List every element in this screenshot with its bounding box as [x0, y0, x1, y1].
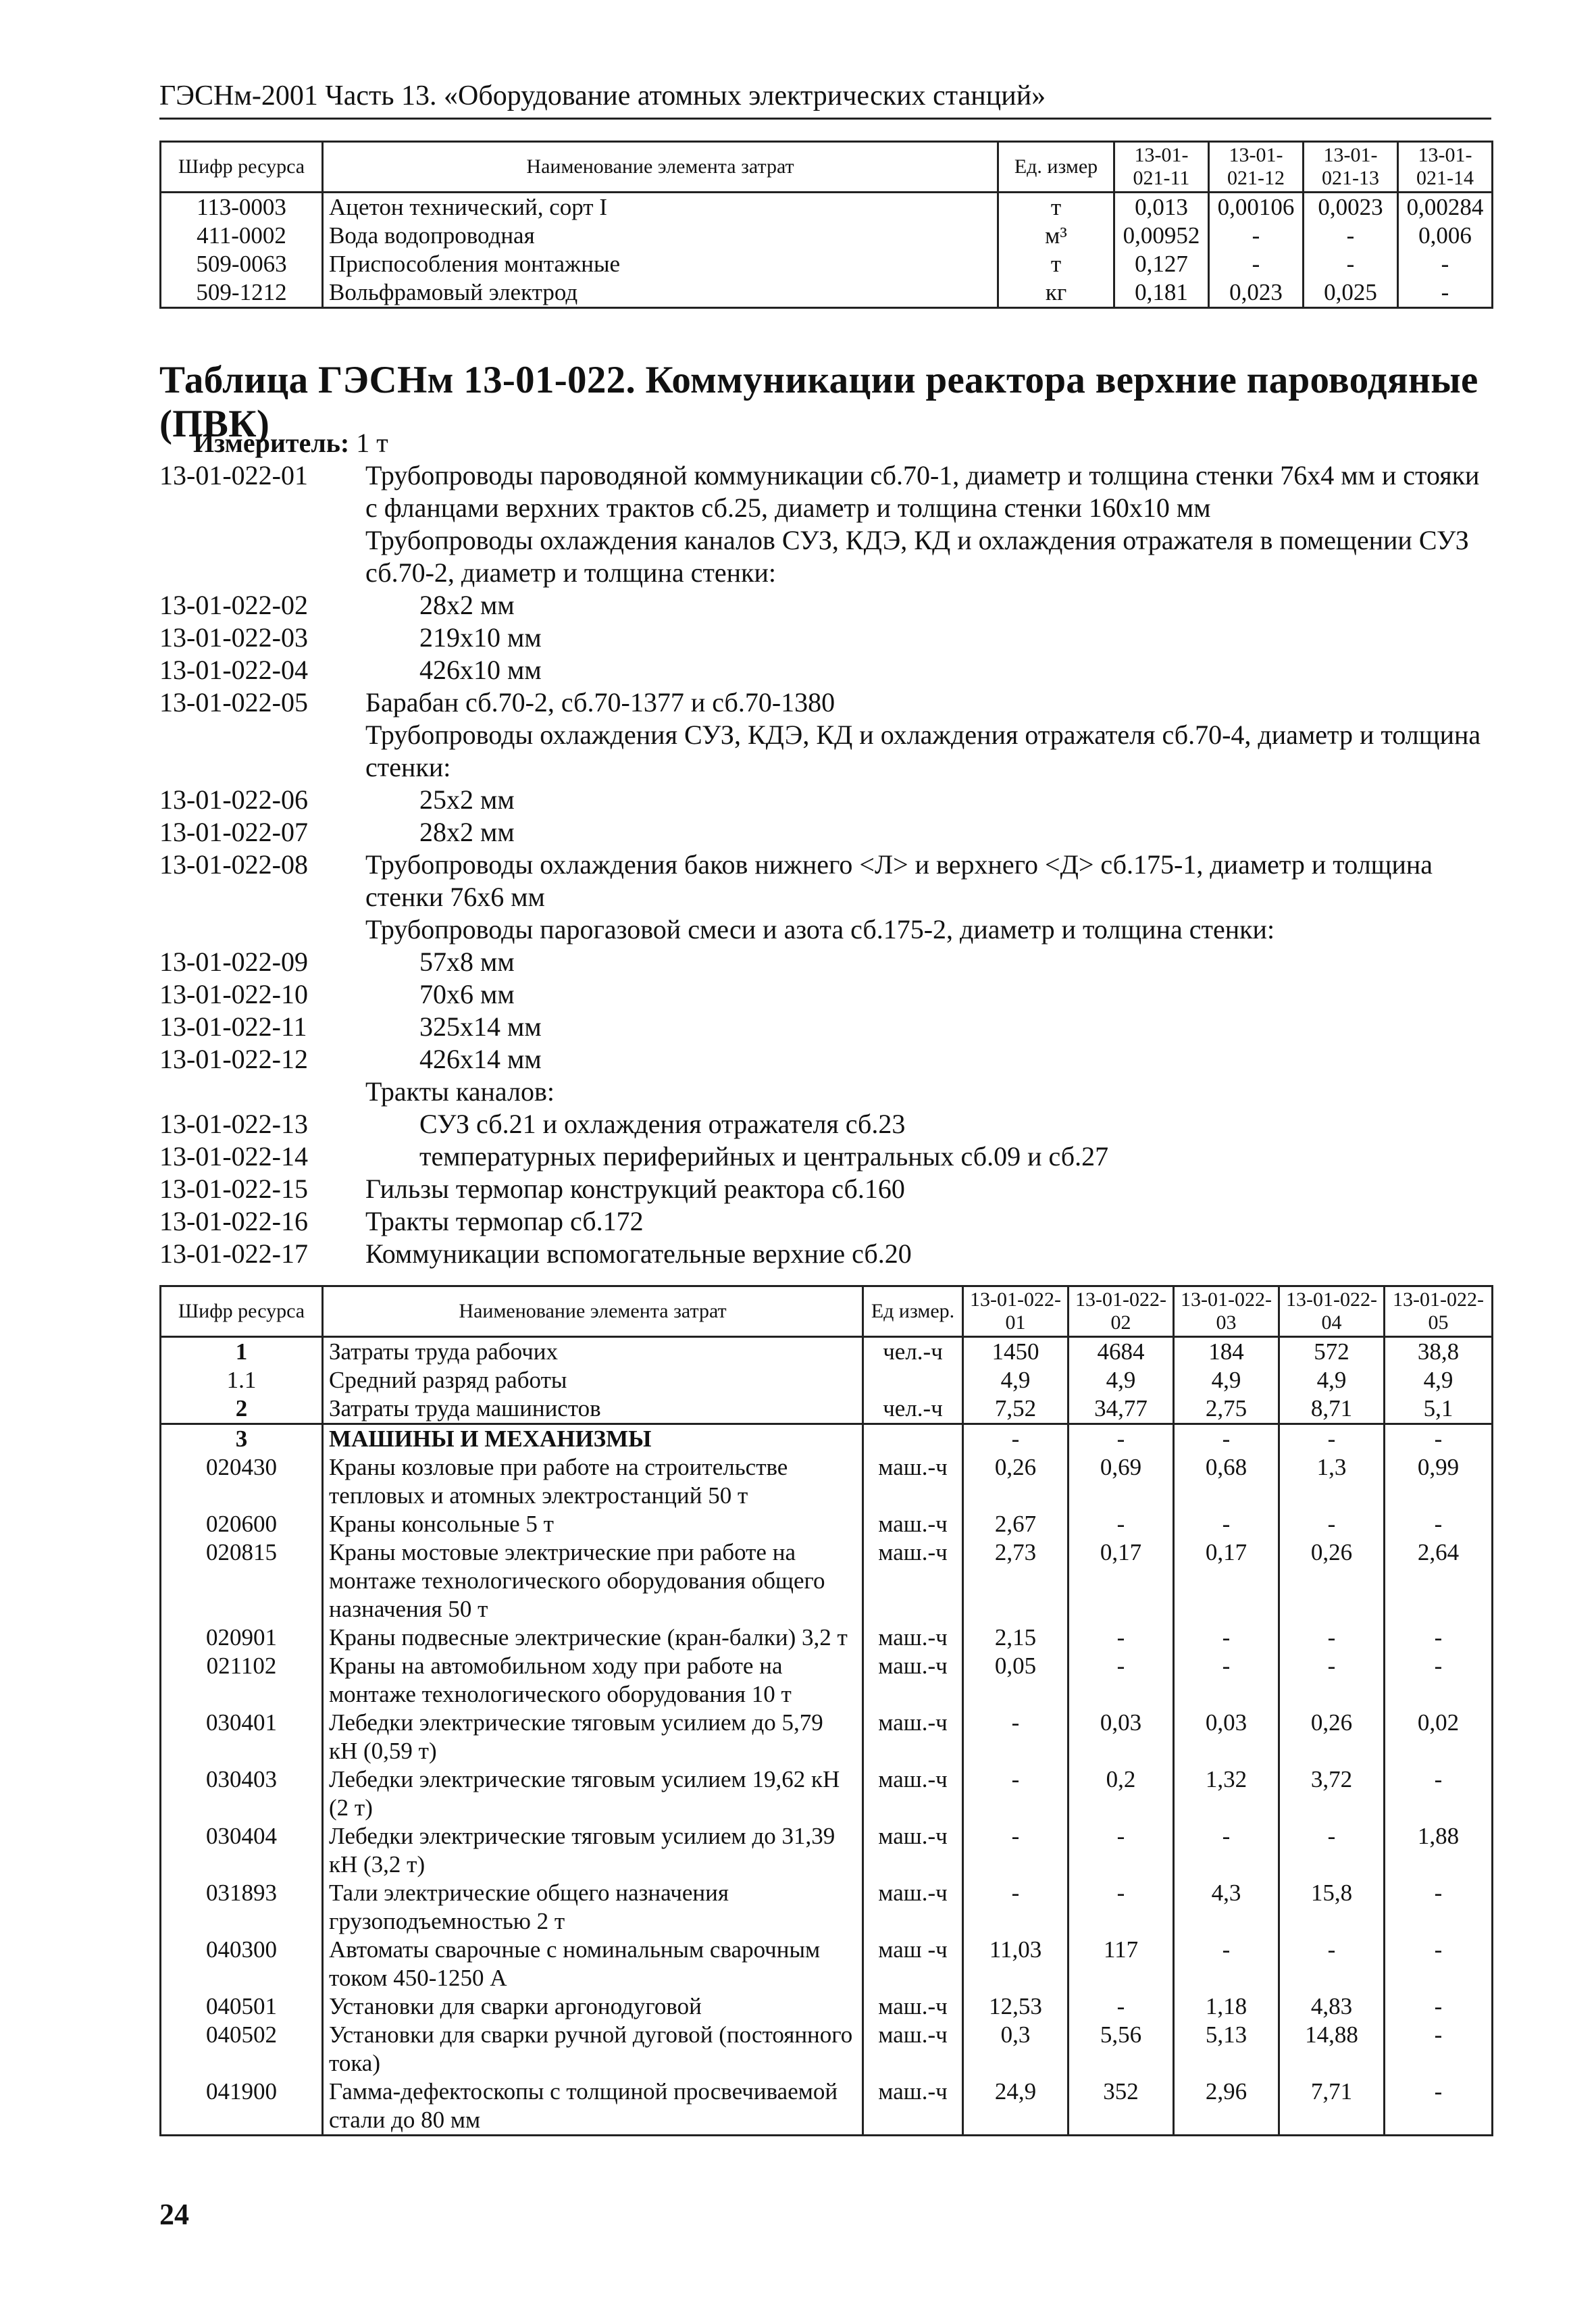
resource-code: 030404: [161, 1822, 323, 1879]
spec-row: [159, 686, 1491, 719]
resource-name: Краны на автомобильном ходу при работе на монтаже технологического оборудования 10 т: [323, 1652, 863, 1709]
cell-value: 0,02: [1385, 1709, 1493, 1765]
cell-value: 15,8: [1279, 1879, 1385, 1936]
column-header: Ед. измер: [998, 142, 1114, 193]
cell-value: 0,99: [1385, 1453, 1493, 1510]
resource-code: 021102: [161, 1652, 323, 1709]
spec-text: 219x10 мм: [419, 622, 542, 653]
table-row: [161, 222, 1493, 250]
cell-value: 0,17: [1069, 1538, 1174, 1624]
spec-row: [159, 1076, 1491, 1108]
cell-value: -: [1069, 1879, 1174, 1936]
resource-name: Вольфрамовый электрод: [323, 278, 998, 308]
table-row: [161, 1765, 1493, 1822]
spec-code: 13-01-022-09: [159, 947, 308, 977]
spec-text: Трубопроводы охлаждения СУЗ, КДЭ, КД и охлаждения отражателя сб.70-4, диаметр и толщина стенки:: [365, 720, 1481, 782]
resource-code: 040502: [161, 2021, 323, 2078]
spec-text: 28x2 мм: [419, 817, 515, 847]
spec-list: [159, 459, 1491, 1270]
cell-value: 0,26: [1279, 1709, 1385, 1765]
cell-value: -: [1279, 1822, 1385, 1879]
cell-value: -: [963, 1424, 1069, 1454]
table-row: [161, 278, 1493, 308]
resource-name: Автоматы сварочные с номинальным сварочным током 450-1250 А: [323, 1936, 863, 1992]
spec-code: 13-01-022-03: [159, 622, 308, 653]
cell-value: -: [1304, 222, 1398, 250]
cell-value: -: [1385, 1936, 1493, 1992]
spec-code: 13-01-022-17: [159, 1238, 308, 1269]
spec-code: 13-01-022-06: [159, 784, 308, 815]
spec-row: [159, 589, 1491, 622]
cell-value: -: [1279, 1510, 1385, 1538]
spec-row: [159, 946, 1491, 978]
column-header: Наименование элемента затрат: [323, 1286, 863, 1337]
cell-value: 4,9: [1385, 1366, 1493, 1394]
cell-value: 4,3: [1174, 1879, 1279, 1936]
cell-value: 117: [1069, 1936, 1174, 1992]
spec-text: 28x2 мм: [419, 590, 515, 620]
table-row: [161, 1624, 1493, 1652]
resource-name: Установки для сварки аргонодуговой: [323, 1992, 863, 2021]
cell-value: маш -ч: [863, 1936, 963, 1992]
cell-value: -: [1174, 1652, 1279, 1709]
page-number: 24: [159, 2198, 189, 2231]
cell-value: -: [1385, 1992, 1493, 2021]
cell-value: 2,67: [963, 1510, 1069, 1538]
cell-value: маш.-ч: [863, 1992, 963, 2021]
table-row: [161, 1538, 1493, 1624]
resource-code: 2: [161, 1394, 323, 1424]
cell-value: маш.-ч: [863, 1652, 963, 1709]
resource-name: Краны консольные 5 т: [323, 1510, 863, 1538]
cell-value: -: [1174, 1936, 1279, 1992]
cell-value: 2,75: [1174, 1394, 1279, 1424]
table-row: [161, 1879, 1493, 1936]
spec-code: 13-01-022-11: [159, 1011, 307, 1042]
spec-code: [159, 1076, 365, 1108]
cell-value: 0,03: [1174, 1709, 1279, 1765]
cell-value: маш.-ч: [863, 1510, 963, 1538]
main-resource-table: [159, 1285, 1493, 2136]
cell-value: 2,64: [1385, 1538, 1493, 1624]
column-header: Ед измер.: [863, 1286, 963, 1337]
spec-code: [159, 524, 365, 589]
spec-text: Гильзы термопар конструкций реактора сб.160: [365, 1174, 905, 1204]
spec-text: 25x2 мм: [419, 784, 515, 815]
table-header-row: [161, 142, 1493, 193]
resource-name: Краны мостовые электрические при работе на монтаже технологического оборудования общего назначения 50 т: [323, 1538, 863, 1624]
cell-value: 572: [1279, 1337, 1385, 1367]
cell-value: чел.-ч: [863, 1394, 963, 1424]
column-header: Шифр ресурса: [161, 142, 323, 193]
cell-value: маш.-ч: [863, 1822, 963, 1879]
cell-value: -: [1385, 1510, 1493, 1538]
cell-value: 5,1: [1385, 1394, 1493, 1424]
resource-code: 509-1212: [161, 278, 323, 308]
spec-code: 13-01-022-08: [159, 849, 308, 880]
cell-value: -: [1069, 1624, 1174, 1652]
cell-value: -: [1279, 1424, 1385, 1454]
cell-value: 0,17: [1174, 1538, 1279, 1624]
cell-value: -: [1385, 1652, 1493, 1709]
spec-code: 13-01-022-02: [159, 590, 308, 620]
cell-value: -: [1398, 250, 1493, 278]
cell-value: маш.-ч: [863, 2078, 963, 2136]
resource-name: Вода водопроводная: [323, 222, 998, 250]
spec-text: Трубопроводы парогазовой смеси и азота сб.175-2, диаметр и толщина стенки:: [365, 914, 1275, 945]
table-title: Таблица ГЭСНм 13-01-022. Коммуникации реактора верхние пароводяные (ПВК): [159, 359, 1478, 445]
cell-value: 5,13: [1174, 2021, 1279, 2078]
cell-value: 0,2: [1069, 1765, 1174, 1822]
resource-code: 020430: [161, 1453, 323, 1510]
cell-value: -: [1385, 1624, 1493, 1652]
cell-value: 7,71: [1279, 2078, 1385, 2136]
column-header: 13-01-022-03: [1174, 1286, 1279, 1337]
cell-value: т: [998, 250, 1114, 278]
cell-value: -: [1174, 1424, 1279, 1454]
spec-row: [159, 784, 1491, 816]
cell-value: -: [1385, 1879, 1493, 1936]
resource-code: 1.1: [161, 1366, 323, 1394]
cell-value: 1,88: [1385, 1822, 1493, 1879]
table-row: [161, 1652, 1493, 1709]
cell-value: 0,69: [1069, 1453, 1174, 1510]
cell-value: 352: [1069, 2078, 1174, 2136]
resource-code: 030401: [161, 1709, 323, 1765]
spec-row: [159, 1108, 1491, 1140]
spec-code: 13-01-022-07: [159, 817, 308, 847]
spec-row: [159, 913, 1491, 946]
cell-value: 184: [1174, 1337, 1279, 1367]
cell-value: 4684: [1069, 1337, 1174, 1367]
table-row: [161, 250, 1493, 278]
spec-row: [159, 1173, 1491, 1205]
column-header: 13-01-021-12: [1209, 142, 1304, 193]
cell-value: маш.-ч: [863, 1538, 963, 1624]
spec-row: [159, 622, 1491, 654]
cell-value: 0,03: [1069, 1709, 1174, 1765]
cell-value: -: [1385, 2078, 1493, 2136]
cell-value: 12,53: [963, 1992, 1069, 2021]
spec-text: 426x14 мм: [419, 1044, 542, 1074]
cell-value: 3,72: [1279, 1765, 1385, 1822]
cell-value: 38,8: [1385, 1337, 1493, 1367]
cell-value: 0,3: [963, 2021, 1069, 2078]
cell-value: 4,83: [1279, 1992, 1385, 2021]
spec-code: 13-01-022-16: [159, 1206, 308, 1236]
resource-name: Приспособления монтажные: [323, 250, 998, 278]
cell-value: маш.-ч: [863, 1453, 963, 1510]
resource-code: 113-0003: [161, 193, 323, 222]
cell-value: [863, 1366, 963, 1394]
cell-value: 0,00284: [1398, 193, 1493, 222]
cell-value: -: [963, 1709, 1069, 1765]
spec-row: [159, 1205, 1491, 1238]
cell-value: 0,127: [1114, 250, 1209, 278]
column-header: 13-01-022-05: [1385, 1286, 1493, 1337]
cell-value: -: [1174, 1624, 1279, 1652]
cell-value: [863, 1424, 963, 1454]
spec-text: 325x14 мм: [419, 1011, 542, 1042]
resource-name: Краны козловые при работе на строительстве тепловых и атомных электростанций 50 т: [323, 1453, 863, 1510]
spec-text: 57x8 мм: [419, 947, 515, 977]
spec-code: 13-01-022-05: [159, 687, 308, 718]
spec-text: Трубопроводы охлаждения каналов СУЗ, КДЭ, КД и охлаждения отражателя в помещении СУЗ сб.70-2, диаметр и толщина стенки:: [365, 525, 1469, 588]
cell-value: 2,15: [963, 1624, 1069, 1652]
spec-code: 13-01-022-04: [159, 655, 308, 685]
spec-text: температурных периферийных и центральных сб.09 и сб.27: [419, 1141, 1109, 1172]
cell-value: 0,013: [1114, 193, 1209, 222]
spec-row: [159, 978, 1491, 1011]
table-header-row: [161, 1286, 1493, 1337]
cell-value: 1,32: [1174, 1765, 1279, 1822]
spec-row: [159, 1238, 1491, 1270]
resource-name: Гамма-дефектоскопы с толщиной просвечиваемой стали до 80 мм: [323, 2078, 863, 2136]
spec-row: [159, 849, 1491, 913]
cell-value: 0,023: [1209, 278, 1304, 308]
column-header: 13-01-021-14: [1398, 142, 1493, 193]
spec-text: СУЗ сб.21 и охлаждения отражателя сб.23: [419, 1109, 906, 1139]
table-row: [161, 1337, 1493, 1367]
spec-code: [159, 719, 365, 784]
spec-text: Тракты каналов:: [365, 1076, 555, 1107]
cell-value: -: [1385, 1765, 1493, 1822]
cell-value: маш.-ч: [863, 2021, 963, 2078]
spec-row: [159, 1140, 1491, 1173]
cell-value: 2,96: [1174, 2078, 1279, 2136]
table-row: [161, 1394, 1493, 1424]
table-row: [161, 1453, 1493, 1510]
column-header: 13-01-022-02: [1069, 1286, 1174, 1337]
spec-text: Трубопроводы пароводяной коммуникации сб.70-1, диаметр и толщина стенки 76x4 мм и стояки с фланцами верхних трактов сб.25, диаметр и толщина стенки 160x10 мм: [365, 460, 1480, 523]
table-row: [161, 1709, 1493, 1765]
spec-text: Барабан сб.70-2, сб.70-1377 и сб.70-1380: [365, 687, 835, 718]
resource-name: Тали электрические общего назначения грузоподъемностью 2 т: [323, 1879, 863, 1936]
resource-name: Установки для сварки ручной дуговой (постоянного тока): [323, 2021, 863, 2078]
spec-row: [159, 524, 1491, 589]
cell-value: чел.-ч: [863, 1337, 963, 1367]
cell-value: 2,73: [963, 1538, 1069, 1624]
cell-value: 4,9: [963, 1366, 1069, 1394]
spec-row: [159, 654, 1491, 686]
cell-value: -: [1069, 1822, 1174, 1879]
spec-text: 426x10 мм: [419, 655, 542, 685]
table-row: [161, 2078, 1493, 2136]
resource-name: Затраты труда рабочих: [323, 1337, 863, 1367]
resource-name: МАШИНЫ И МЕХАНИЗМЫ: [323, 1424, 863, 1454]
resource-code: 020815: [161, 1538, 323, 1624]
resource-code: 030403: [161, 1765, 323, 1822]
table-row: [161, 1822, 1493, 1879]
cell-value: 1,3: [1279, 1453, 1385, 1510]
column-header: 13-01-021-13: [1304, 142, 1398, 193]
cell-value: 1,18: [1174, 1992, 1279, 2021]
cell-value: 4,9: [1174, 1366, 1279, 1394]
cell-value: 4,9: [1069, 1366, 1174, 1394]
resource-name: Лебедки электрические тяговым усилием 19,62 кН (2 т): [323, 1765, 863, 1822]
cell-value: 11,03: [963, 1936, 1069, 1992]
cell-value: 5,56: [1069, 2021, 1174, 2078]
resource-code: 040300: [161, 1936, 323, 1992]
table-row: [161, 1424, 1493, 1454]
cell-value: -: [1209, 222, 1304, 250]
meter-line: [193, 427, 388, 459]
resource-code: 020600: [161, 1510, 323, 1538]
spec-code: 13-01-022-15: [159, 1174, 308, 1204]
cell-value: маш.-ч: [863, 1765, 963, 1822]
resource-name: Затраты труда машинистов: [323, 1394, 863, 1424]
table-row: [161, 1992, 1493, 2021]
resource-code: 411-0002: [161, 222, 323, 250]
spec-row: [159, 816, 1491, 849]
cell-value: м³: [998, 222, 1114, 250]
spec-code: 13-01-022-14: [159, 1141, 308, 1172]
spec-code: 13-01-022-10: [159, 979, 308, 1009]
cell-value: маш.-ч: [863, 1709, 963, 1765]
cell-value: 0,68: [1174, 1453, 1279, 1510]
column-header: Шифр ресурса: [161, 1286, 323, 1337]
spec-code: 13-01-022-01: [159, 460, 308, 491]
spec-row: [159, 1011, 1491, 1043]
spec-code: 13-01-022-12: [159, 1044, 308, 1074]
spec-text: Коммуникации вспомогательные верхние сб.20: [365, 1238, 912, 1269]
cell-value: -: [1174, 1510, 1279, 1538]
cell-value: -: [1385, 1424, 1493, 1454]
cell-value: маш.-ч: [863, 1624, 963, 1652]
resource-code: 3: [161, 1424, 323, 1454]
cell-value: маш.-ч: [863, 1879, 963, 1936]
column-header: 13-01-022-04: [1279, 1286, 1385, 1337]
cell-value: 4,9: [1279, 1366, 1385, 1394]
resource-code: 031893: [161, 1879, 323, 1936]
spec-text: Трубопроводы охлаждения баков нижнего <Л> и верхнего <Д> сб.175-1, диаметр и толщина стенки 76x6 мм: [365, 849, 1433, 912]
cell-value: 0,26: [963, 1453, 1069, 1510]
cell-value: -: [963, 1765, 1069, 1822]
table-row: [161, 193, 1493, 222]
column-header: 13-01-021-11: [1114, 142, 1209, 193]
cell-value: 0,00106: [1209, 193, 1304, 222]
cell-value: -: [1174, 1822, 1279, 1879]
cell-value: 1450: [963, 1337, 1069, 1367]
spec-row: [159, 459, 1491, 524]
cell-value: -: [1069, 1652, 1174, 1709]
cell-value: 0,181: [1114, 278, 1209, 308]
cell-value: -: [1069, 1424, 1174, 1454]
cell-value: -: [1069, 1510, 1174, 1538]
spec-code: [159, 913, 365, 946]
resource-name: Лебедки электрические тяговым усилием до 5,79 кН (0,59 т): [323, 1709, 863, 1765]
meter-value: 1 т: [356, 428, 388, 458]
cell-value: 8,71: [1279, 1394, 1385, 1424]
resource-code: 1: [161, 1337, 323, 1367]
cell-value: 7,52: [963, 1394, 1069, 1424]
cell-value: 14,88: [1279, 2021, 1385, 2078]
cell-value: -: [963, 1822, 1069, 1879]
resource-code: 509-0063: [161, 250, 323, 278]
top-resource-table: [159, 141, 1493, 309]
table-row: [161, 2021, 1493, 2078]
spec-row: [159, 1043, 1491, 1076]
cell-value: 24,9: [963, 2078, 1069, 2136]
cell-value: кг: [998, 278, 1114, 308]
cell-value: т: [998, 193, 1114, 222]
cell-value: 0,05: [963, 1652, 1069, 1709]
cell-value: -: [1069, 1992, 1174, 2021]
spec-text: Тракты термопар сб.172: [365, 1206, 644, 1236]
cell-value: 0,00952: [1114, 222, 1209, 250]
table-row: [161, 1510, 1493, 1538]
cell-value: -: [1385, 2021, 1493, 2078]
cell-value: -: [963, 1879, 1069, 1936]
page-header: ГЭСНм-2001 Часть 13. «Оборудование атомных электрических станций»: [159, 80, 1491, 120]
cell-value: -: [1279, 1936, 1385, 1992]
resource-code: 041900: [161, 2078, 323, 2136]
resource-code: 040501: [161, 1992, 323, 2021]
spec-code: 13-01-022-13: [159, 1109, 308, 1139]
spec-row: [159, 719, 1491, 784]
resource-code: 020901: [161, 1624, 323, 1652]
table-row: [161, 1936, 1493, 1992]
resource-name: Лебедки электрические тяговым усилием до 31,39 кН (3,2 т): [323, 1822, 863, 1879]
cell-value: -: [1209, 250, 1304, 278]
cell-value: -: [1398, 278, 1493, 308]
cell-value: -: [1279, 1652, 1385, 1709]
cell-value: -: [1279, 1624, 1385, 1652]
cell-value: -: [1304, 250, 1398, 278]
cell-value: 0,006: [1398, 222, 1493, 250]
cell-value: 34,77: [1069, 1394, 1174, 1424]
column-header: Наименование элемента затрат: [323, 142, 998, 193]
meter-label: Измеритель:: [193, 428, 350, 458]
spec-text: 70x6 мм: [419, 979, 515, 1009]
column-header: 13-01-022-01: [963, 1286, 1069, 1337]
table-row: [161, 1366, 1493, 1394]
resource-name: Ацетон технический, сорт I: [323, 193, 998, 222]
resource-name: Средний разряд работы: [323, 1366, 863, 1394]
cell-value: 0,26: [1279, 1538, 1385, 1624]
cell-value: 0,025: [1304, 278, 1398, 308]
resource-name: Краны подвесные электрические (кран-балки) 3,2 т: [323, 1624, 863, 1652]
cell-value: 0,0023: [1304, 193, 1398, 222]
